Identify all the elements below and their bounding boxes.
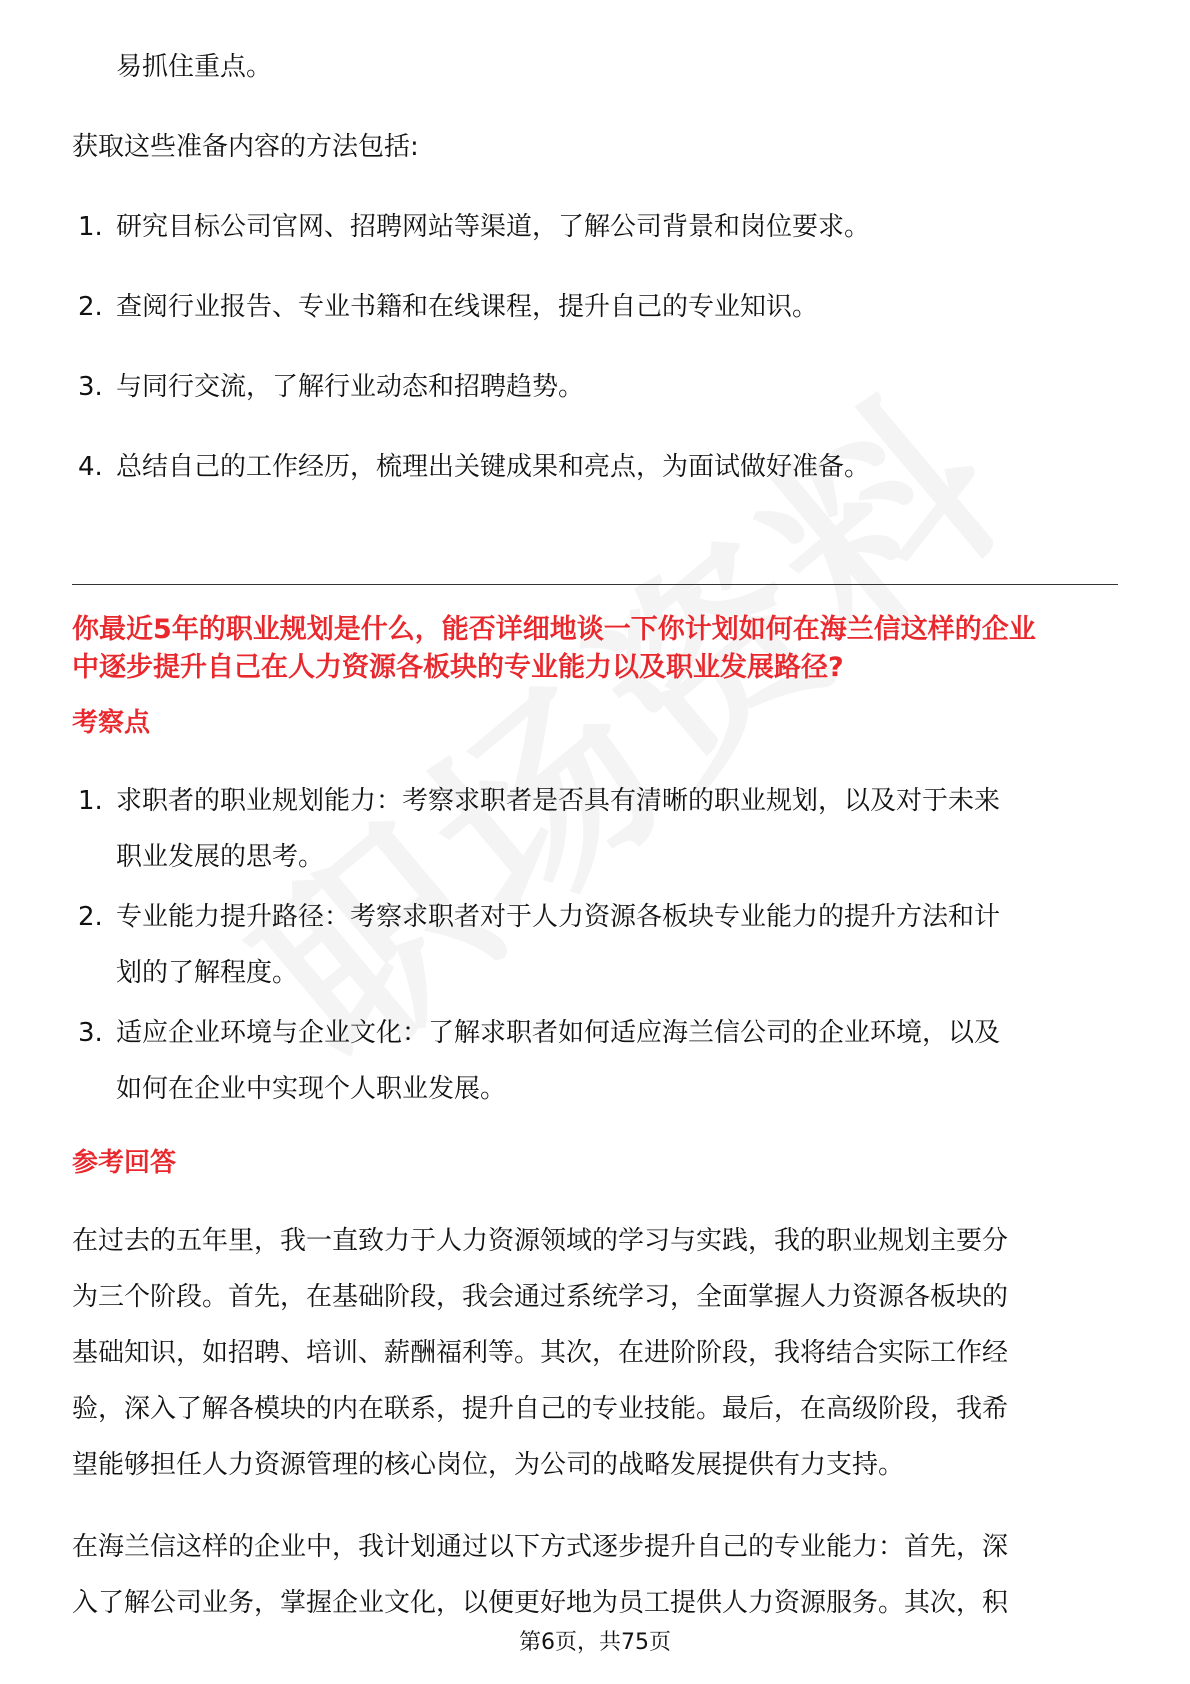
- list-item: 与同行交流，了解行业动态和招聘趋势。: [116, 372, 585, 402]
- list-number: 3.: [78, 372, 103, 402]
- question-title-line1: 你最近5年的职业规划是什么，能否详细地谈一下你计划如何在海兰信这样的企业: [72, 614, 1036, 645]
- list-item-continuation: 职业发展的思考。: [116, 842, 325, 872]
- page-number: 第6页，共75页: [519, 1630, 671, 1655]
- list-number: 1.: [78, 212, 103, 242]
- question-title-line2: 中逐步提升自己在人力资源各板块的专业能力以及职业发展路径?: [72, 652, 844, 683]
- list-number: 2.: [78, 902, 103, 932]
- list-item-continuation: 划的了解程度。: [116, 958, 299, 988]
- list-item: 专业能力提升路径：考察求职者对于人力资源各板块专业能力的提升方法和计: [116, 902, 1001, 932]
- continuation-text: 易抓住重点。: [116, 52, 273, 82]
- list-number: 2.: [78, 292, 103, 322]
- list-item: 求职者的职业规划能力：考察求职者是否具有清晰的职业规划，以及对于未来: [116, 786, 1001, 816]
- list-item: 研究目标公司官网、招聘网站等渠道，了解公司背景和岗位要求。: [116, 212, 871, 242]
- watermark: [189, 306, 1071, 1114]
- answer-line: 在过去的五年里，我一直致力于人力资源领域的学习与实践，我的职业规划主要分: [72, 1226, 1009, 1256]
- answer-line: 入了解公司业务，掌握企业文化，以便更好地为员工提供人力资源服务。其次，积: [72, 1588, 1009, 1618]
- list-item: 适应企业环境与企业文化：了解求职者如何适应海兰信公司的企业环境，以及: [116, 1018, 1001, 1048]
- answer-line: 基础知识，如招聘、培训、薪酬福利等。其次，在进阶阶段，我将结合实际工作经: [72, 1338, 1009, 1368]
- list-item-continuation: 如何在企业中实现个人职业发展。: [116, 1074, 507, 1104]
- list-number: 3.: [78, 1018, 103, 1048]
- points-heading: 考察点: [72, 708, 151, 738]
- answer-line: 为三个阶段。首先，在基础阶段，我会通过系统学习，全面掌握人力资源各板块的: [72, 1282, 1009, 1312]
- section-divider: [72, 584, 1118, 585]
- list-item: 查阅行业报告、专业书籍和在线课程，提升自己的专业知识。: [116, 292, 819, 322]
- methods-intro: 获取这些准备内容的方法包括:: [72, 132, 419, 162]
- list-number: 1.: [78, 786, 103, 816]
- answer-line: 在海兰信这样的企业中，我计划通过以下方式逐步提升自己的专业能力：首先，深: [72, 1532, 1009, 1562]
- answer-heading: 参考回答: [72, 1148, 177, 1178]
- answer-line: 望能够担任人力资源管理的核心岗位，为公司的战略发展提供有力支持。: [72, 1450, 905, 1480]
- list-number: 4.: [78, 452, 103, 482]
- answer-line: 验，深入了解各模块的内在联系，提升自己的专业技能。最后，在高级阶段，我希: [72, 1394, 1009, 1424]
- list-item: 总结自己的工作经历，梳理出关键成果和亮点，为面试做好准备。: [116, 452, 871, 482]
